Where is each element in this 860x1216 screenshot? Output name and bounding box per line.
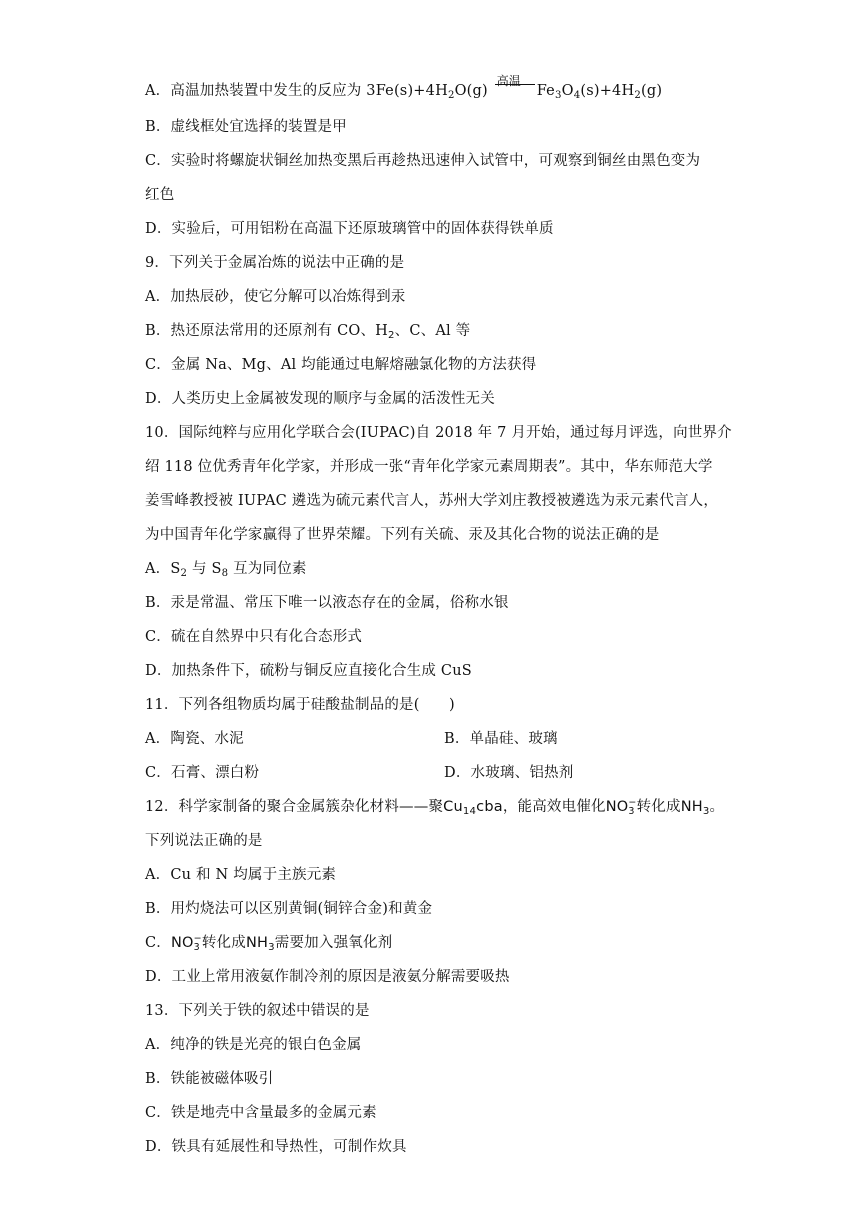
q10-option-d: D．加热条件下，硫粉与铜反应直接化合生成 CuS xyxy=(145,663,472,679)
q12-stem-line2: 下列说法正确的是 xyxy=(145,833,263,849)
q13-option-d: D．铁具有延展性和导热性，可制作炊具 xyxy=(145,1139,407,1155)
q9-option-b: B．热还原法常用的还原剂有 CO、$H_2$、C、Al 等 xyxy=(145,323,471,341)
q12-option-a: A．Cu 和 N 均属于主族元素 xyxy=(145,867,337,883)
q9-option-a: A．加热辰砂，使它分解可以冶炼得到汞 xyxy=(145,289,406,305)
q13-option-a: A．纯净的铁是光亮的银白色金属 xyxy=(145,1037,362,1053)
q10-option-b: B．汞是常温、常压下唯一以液态存在的金属，俗称水银 xyxy=(145,595,509,611)
q11-options-row2 xyxy=(145,763,574,783)
q10-stem-line1: 10．国际纯粹与应用化学联合会(IUPAC)自 2018 年 7 月开始，通过每月评选，向世界介 xyxy=(145,425,732,441)
q11-option-d: D．水玻璃、铝热剂 xyxy=(444,765,574,781)
q10-option-a: A．$S_2$ 与 $S_8$ 互为同位素 xyxy=(145,561,307,579)
q11-option-b: B．单晶硅、玻璃 xyxy=(444,731,558,747)
q13-option-c: C．铁是地壳中含量最多的金属元素 xyxy=(145,1105,377,1121)
q10-stem-line4: 为中国青年化学家赢得了世界荣耀。下列有关硫、汞及其化合物的说法正确的是 xyxy=(145,527,660,543)
q11-stem: 11．下列各组物质均属于硅酸盐制品的是( ) xyxy=(145,697,455,713)
q12-option-c: C．NO − 3 转化成$NH_3$需要加入强氧化剂 xyxy=(145,933,393,953)
q12-option-b: B．用灼烧法可以区别黄铜(铜锌合金)和黄金 xyxy=(145,901,433,917)
q12-option-d: D．工业上常用液氨作制冷剂的原因是液氨分解需要吸热 xyxy=(145,969,510,985)
q11-option-c: C．石膏、漂白粉 xyxy=(145,765,260,781)
q13-stem: 13．下列关于铁的叙述中错误的是 xyxy=(145,1003,370,1019)
q10-stem-line2: 绍 118 位优秀青年化学家，并形成一张“青年化学家元素周期表”。其中，华东师范大学 xyxy=(145,459,713,475)
q10-option-c: C．硫在自然界中只有化合态形式 xyxy=(145,629,363,645)
reaction-condition-arrow: 高温 xyxy=(493,81,537,101)
nitrate-charge: − 3 xyxy=(193,933,202,953)
q10-stem-line3: 姜雪峰教授被 IUPAC 遴选为硫元素代言人，苏州大学刘庄教授被遴选为汞元素代言人， xyxy=(145,493,719,509)
q11-options-row1 xyxy=(145,729,558,749)
q8-option-c-line1: C．实验时将螺旋状铜丝加热变黑后再趁热迅速伸入试管中，可观察到铜丝由黑色变为 xyxy=(145,153,701,169)
q8-option-a: A．高温加热装置中发生的反应为 $3Fe(s)+4H_2O(g)$ 高温 $Fe_3O_4(s)+4H_2(g)$ xyxy=(145,74,663,101)
q9-option-c: C．金属 Na、Mg、Al 均能通过电解熔融氯化物的方法获得 xyxy=(145,357,537,373)
q9-stem: 9．下列关于金属冶炼的说法中正确的是 xyxy=(145,255,405,271)
q8-option-c-line2: 红色 xyxy=(145,187,175,203)
q8-option-b: B．虚线框处宜选择的装置是甲 xyxy=(145,119,347,135)
q12-stem-line1: 12．科学家制备的聚合金属簇杂化材料——聚$Cu_{14}cba$，能高效电催化NO − 3 转化成$NH_3$。 xyxy=(145,797,725,817)
q9-option-d: D．人类历史上金属被发现的顺序与金属的活泼性无关 xyxy=(145,391,495,407)
q13-option-b: B．铁能被磁体吸引 xyxy=(145,1071,274,1087)
q11-option-a: A．陶瓷、水泥 xyxy=(145,731,244,747)
q8-option-d: D．实验后，可用铝粉在高温下还原玻璃管中的固体获得铁单质 xyxy=(145,221,554,237)
nitrate-charge: − 3 xyxy=(628,797,637,817)
